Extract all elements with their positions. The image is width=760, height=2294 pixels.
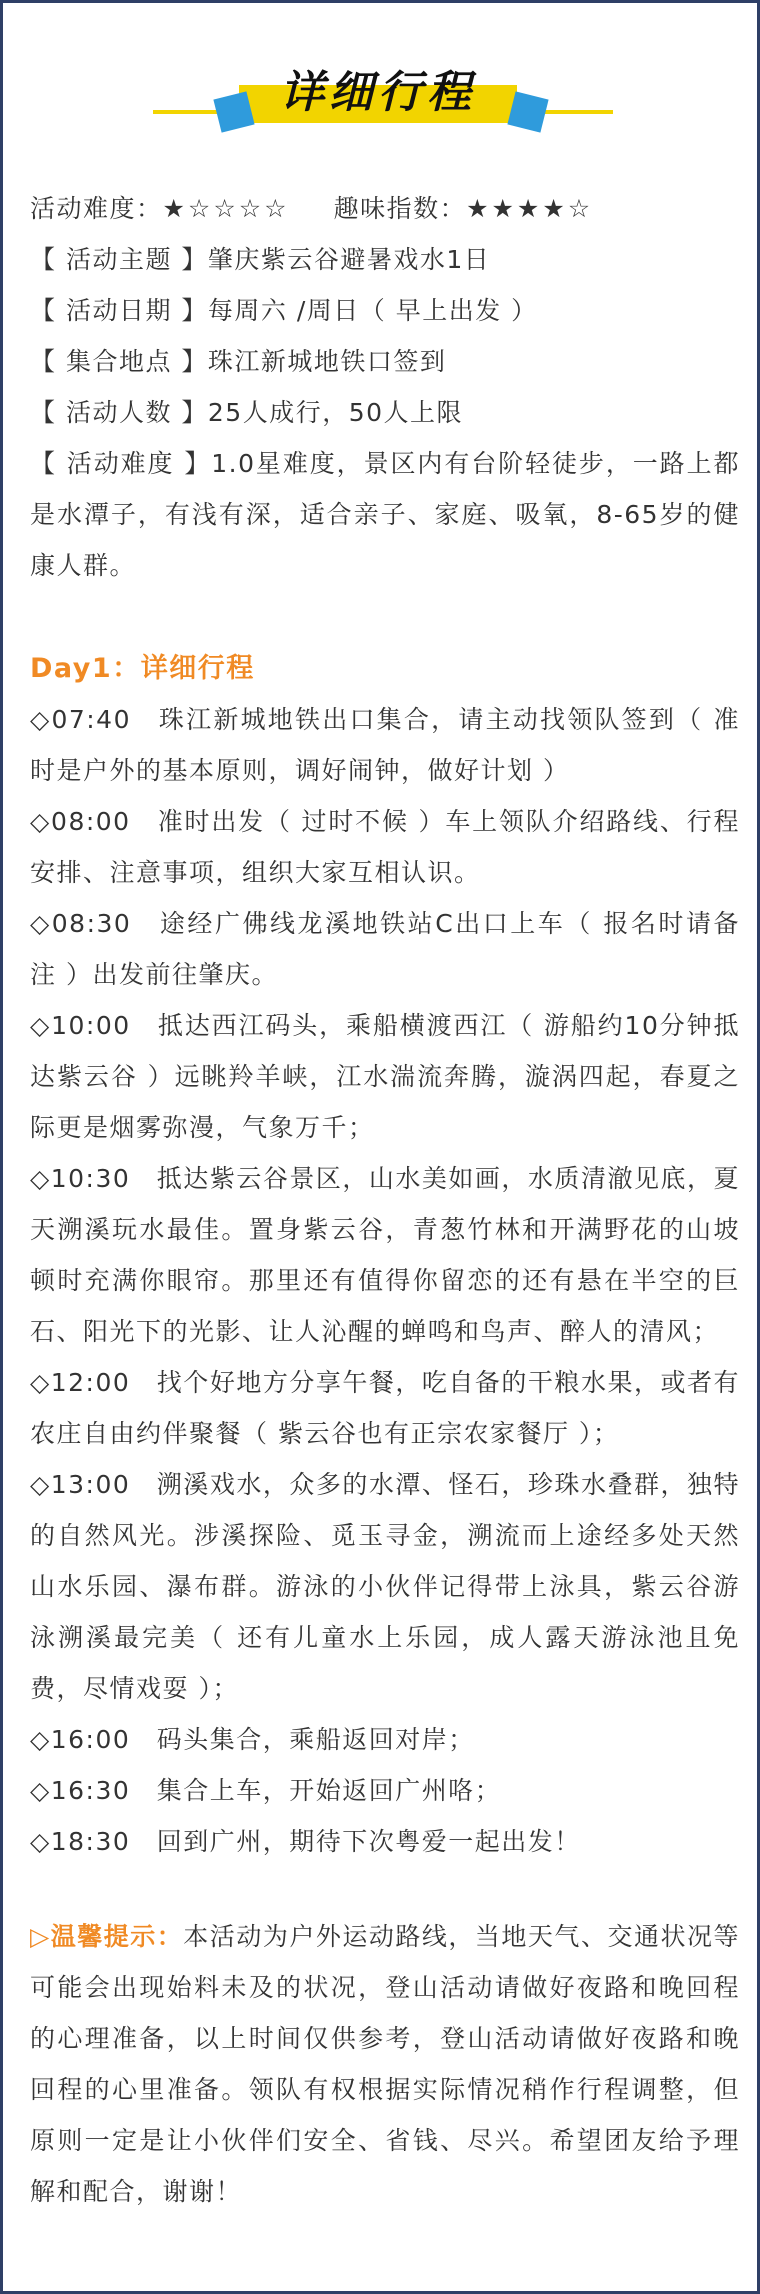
schedule-item-1830: ◇18:30 回到广州，期待下次粤爱一起出发！: [30, 1827, 581, 1856]
schedule-item-0830: ◇08:30 途经广佛线龙溪地铁站C出口上车（ 报名时请备注 ）出发前往肇庆。: [30, 909, 740, 989]
fun-label: 趣味指数：: [333, 194, 467, 223]
activity-date: 【 活动日期 】每周六 /周日（ 早上出发 ）: [30, 296, 538, 325]
difficulty-description: 【 活动难度 】1.0星难度，景区内有台阶轻徒步，一路上都是水潭子，有浅有深，适合亲子、家庭、吸氧，8-65岁的健康人群。: [30, 449, 740, 580]
tips-label: ▷温馨提示：: [30, 1922, 184, 1951]
fun-stars: ★★★★☆: [466, 194, 594, 223]
activity-theme: 【 活动主题 】肇庆紫云谷避暑戏水1日: [30, 245, 491, 274]
schedule-item-1300: ◇13:00 溯溪戏水，众多的水潭、怪石，珍珠水叠群，独特的自然风光。涉溪探险、觅玉寻金，溯流而上途经多处天然山水乐园、瀑布群。游泳的小伙伴记得带上泳具，紫云谷游泳溯溪最完美（ 还有儿童水上乐园，成人露天游泳池且免费，尽情戏耍 ）；: [30, 1470, 740, 1703]
schedule-item-0800: ◇08:00 准时出发（ 过时不候 ）车上领队介绍路线、行程安排、注意事项，组织大家互相认识。: [30, 807, 740, 887]
difficulty-label: 活动难度：: [30, 194, 163, 223]
itinerary-content: [30, 183, 740, 2217]
day1-heading: Day1：详细行程: [30, 653, 255, 684]
warm-tips: [30, 1911, 740, 2217]
tips-text: 本活动为户外运动路线，当地天气、交通状况等可能会出现始料未及的状况，登山活动请做好夜路和晚回程的心理准备，以上时间仅供参考，登山活动请做好夜路和晚回程的心里准备。领队有权根据实际情况稍作行程调整，但原则一定是让小伙伴们安全、省钱、尽兴。希望团友给予理解和配合，谢谢！: [30, 1922, 740, 2206]
difficulty-stars: ★☆☆☆☆: [162, 194, 290, 223]
schedule-item-1200: ◇12:00 找个好地方分享午餐，吃自备的干粮水果，或者有农庄自由约伴聚餐（ 紫云谷也有正宗农家餐厅 ）；: [30, 1368, 740, 1448]
group-size: 【 活动人数 】25人成行，50人上限: [30, 398, 464, 427]
title-banner: [3, 3, 760, 153]
meeting-point: 【 集合地点 】珠江新城地铁口签到: [30, 347, 447, 376]
schedule-item-1030: ◇10:30 抵达紫云谷景区，山水美如画，水质清澈见底，夏天溯溪玩水最佳。置身紫云谷，青葱竹林和开满野花的山坡顿时充满你眼帘。那里还有值得你留恋的还有悬在半空的巨石、阳光下的光影、让人沁醒的蝉鸣和鸟声、醉人的清风；: [30, 1164, 740, 1346]
schedule-item-0740: ◇07:40 珠江新城地铁出口集合，请主动找领队签到（ 准时是户外的基本原则，调好闹钟，做好计划 ）: [30, 705, 740, 785]
rating-line: [30, 183, 740, 234]
schedule-item-1000: ◇10:00 抵达西江码头，乘船横渡西江（ 游船约10分钟抵达紫云谷 ）远眺羚羊峡，江水湍流奔腾，漩涡四起，春夏之际更是烟雾弥漫，气象万千；: [30, 1011, 740, 1142]
schedule-item-1600: ◇16:00 码头集合，乘船返回对岸；: [30, 1725, 475, 1754]
page-title: 详细行程: [280, 67, 476, 118]
schedule-item-1630: ◇16:30 集合上车，开始返回广州咯；: [30, 1776, 502, 1805]
